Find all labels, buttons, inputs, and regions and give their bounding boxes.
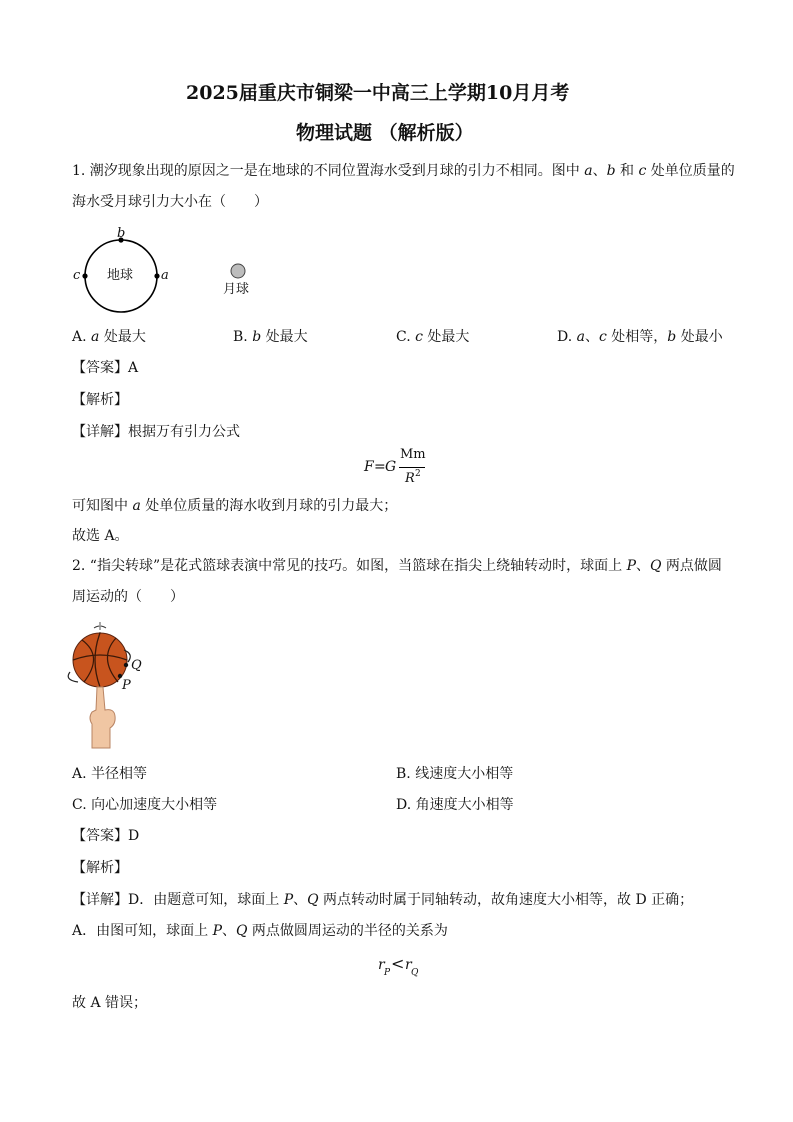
q2-option-c: C. 向心加速度大小相等 — [72, 797, 218, 813]
q1-detail — [72, 423, 240, 441]
q1-figure — [60, 225, 280, 325]
q1-stem-line2: 海水受月球引力大小在（ ） — [72, 194, 268, 210]
point-c-dot — [82, 273, 87, 278]
q2-formula — [378, 952, 438, 978]
conclusion-text: 处单位质量的海水收到月球的引力最大； — [140, 498, 398, 514]
basketball — [73, 633, 127, 687]
opt-d-prefix: D. — [557, 329, 577, 345]
point-q-dot — [124, 663, 128, 667]
q1-formula — [364, 446, 444, 488]
page-subtitle: 物理试题 （解析版） — [296, 122, 474, 144]
q1-stem-text: 1. 潮汐现象出现的原因之一是在地球的不同位置海水受到月球的引力不相同。图中 — [72, 163, 585, 179]
opt-d-text: 处相等， — [606, 329, 668, 345]
fig-label-earth: 地球 — [107, 268, 134, 283]
point-a-dot — [154, 273, 159, 278]
q2-option-b: B. 线速度大小相等 — [396, 766, 514, 782]
conclusion-var: a — [132, 498, 141, 514]
opt-b-prefix: B. — [233, 329, 253, 345]
q2-option-a: A. 半径相等 — [72, 766, 148, 782]
q1-stem-line1 — [72, 162, 735, 180]
q2-stem-line2: 周运动的（ ） — [72, 589, 184, 605]
q2-option-a-analysis — [72, 922, 448, 940]
fig-label-b: b — [117, 226, 126, 241]
fraction-bar — [399, 467, 425, 468]
formula-sub-q: Q — [411, 968, 419, 978]
opt-d-var1: a — [576, 329, 585, 345]
q1-var-b: b — [606, 163, 616, 179]
opt-d-text-end: 处最小 — [676, 329, 723, 345]
opt-c-var: c — [415, 329, 423, 345]
q2-var-p: P — [626, 558, 636, 574]
q2-option-d: D. 角速度大小相等 — [396, 797, 514, 813]
q1-conclusion — [72, 497, 397, 515]
detail-var-q: Q — [307, 892, 319, 908]
q1-analysis-label: 【解析】 — [72, 392, 128, 408]
q2-sep: 、 — [636, 558, 650, 574]
q2-stem-line1 — [72, 557, 722, 575]
fig-label-c: c — [73, 268, 81, 283]
formula-r1: r — [378, 957, 385, 973]
q2-var-q: Q — [650, 558, 662, 574]
q1-answer — [72, 359, 138, 377]
detail-post: 两点转动时属于同轴转动，故角速度大小相等，故 D 正确； — [318, 892, 694, 908]
formula-g: G — [385, 459, 397, 475]
formula-exponent: 2 — [415, 469, 421, 479]
detail-var-p: P — [283, 892, 294, 908]
detail-label: 【详解】 — [72, 424, 128, 440]
q1-var-c: c — [638, 163, 647, 179]
page-title: 2025届重庆市铜梁一中高三上学期10月月考 — [186, 82, 570, 104]
q1-and: 和 — [615, 163, 639, 179]
fig-label-p: P — [122, 678, 131, 693]
conclusion-pre: 可知图中 — [72, 498, 133, 514]
moon-circle — [231, 264, 245, 278]
detail-sep: 、 — [293, 892, 308, 908]
q2-answer — [72, 827, 139, 845]
q2-detail — [72, 891, 693, 909]
fig-label-q: Q — [131, 658, 142, 673]
q1-option-b — [233, 328, 308, 346]
opt-d-var3: b — [667, 329, 677, 345]
a-analysis-pre: A．由图可知，球面上 — [72, 923, 213, 939]
answer-label: 【答案】 — [72, 360, 128, 376]
formula-sub-p: P — [384, 968, 391, 978]
q1-var-a: a — [584, 163, 593, 179]
q1-option-c — [396, 328, 469, 346]
formula-denominator: R — [405, 471, 415, 486]
q1-stem-text-end: 处单位质量的 — [646, 163, 735, 179]
detail-text: 根据万有引力公式 — [128, 424, 240, 440]
q2-figure — [68, 620, 148, 752]
q1-choose: 故选 A。 — [72, 528, 129, 544]
a-analysis-sep: 、 — [221, 923, 236, 939]
finger-hand — [90, 687, 115, 748]
formula-eq: = — [374, 459, 386, 475]
opt-a-prefix: A. — [72, 329, 92, 345]
formula-lhs: F — [364, 459, 374, 475]
detail-pre: D．由题意可知，球面上 — [128, 892, 284, 908]
fig-label-moon: 月球 — [223, 282, 250, 297]
q2-stem-text-end: 两点做圆 — [661, 558, 722, 574]
answer-value: A — [128, 360, 139, 376]
q1-option-d — [557, 328, 723, 346]
opt-a-text: 处最大 — [99, 329, 146, 345]
q2-stem-text: 2. “指尖转球”是花式篮球表演中常见的技巧。如图，当篮球在指尖上绕轴转动时，球面上 — [72, 558, 627, 574]
a-analysis-var-q: Q — [235, 923, 248, 939]
q1-sep: 、 — [592, 163, 607, 179]
fig-label-a: a — [161, 268, 169, 283]
formula-lt: < — [391, 954, 405, 973]
answer-label: 【答案】 — [72, 828, 128, 844]
formula-r2: r — [405, 957, 412, 973]
opt-d-sep: 、 — [585, 329, 599, 345]
opt-b-text: 处最大 — [261, 329, 308, 345]
q2-analysis-label: 【解析】 — [72, 860, 128, 876]
opt-c-text: 处最大 — [422, 329, 470, 345]
q2-a-conclusion: 故 A 错误； — [72, 995, 148, 1011]
detail-label: 【详解】 — [72, 892, 128, 908]
q1-option-a — [72, 328, 146, 346]
a-analysis-var-p: P — [212, 923, 222, 939]
formula-numerator: Mm — [400, 447, 426, 462]
opt-a-var: a — [91, 329, 100, 345]
a-analysis-post: 两点做圆周运动的半径的关系为 — [247, 923, 448, 939]
opt-d-var2: c — [599, 329, 607, 345]
opt-c-prefix: C. — [396, 329, 416, 345]
opt-b-var: b — [252, 329, 262, 345]
answer-value: D — [128, 828, 140, 844]
